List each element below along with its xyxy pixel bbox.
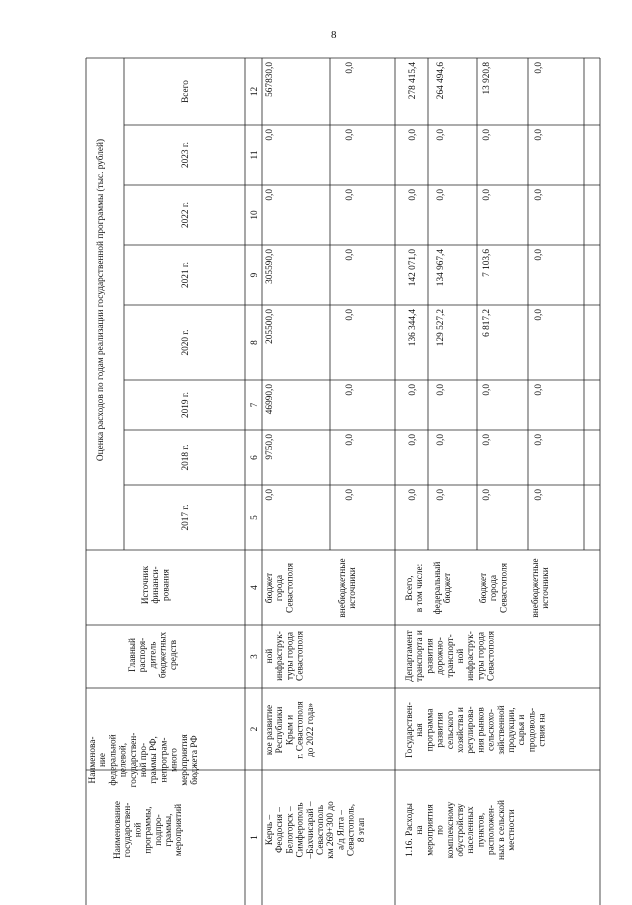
row1-extra-value: 0,0: [345, 189, 355, 201]
row2-value: 0,0: [408, 489, 418, 501]
header-col-admin: распоря-: [138, 637, 149, 673]
row2-source-0: Всего,: [405, 575, 415, 601]
row2-name: пунктов,: [476, 812, 487, 848]
row2-value: 0,0: [534, 384, 544, 396]
header-col-name: подпро-: [153, 814, 164, 846]
row1-name: км 269+300 до: [326, 801, 337, 859]
row2-value: 0,0: [534, 309, 544, 321]
header-col-source: финанси-: [151, 566, 162, 604]
row1-name: 8 этап: [356, 817, 367, 843]
row2-admin: инфраструк-: [466, 631, 477, 681]
row1-admin: инфраструк-: [275, 631, 286, 681]
header-col-admin: средств: [168, 639, 179, 671]
header-col-source: рования: [161, 569, 172, 601]
column-number: 7: [250, 402, 260, 408]
row1-program: Крым и: [285, 714, 296, 746]
header-col-name: Наименование: [113, 801, 123, 859]
row1-budget-value: 9750,0: [265, 434, 275, 460]
header-col-program: государствен-: [128, 732, 139, 788]
row2-program: зяйственной: [496, 705, 507, 755]
row1-admin: Севастополя: [295, 631, 306, 681]
column-number: 12: [250, 86, 260, 97]
year-heading: Всего: [181, 80, 191, 103]
header-col-admin: Главный: [128, 637, 138, 673]
row2-name: по: [435, 825, 446, 835]
row2-value: 136 344,4: [408, 309, 418, 347]
row2-value: 278 415,4: [408, 62, 418, 100]
row2-source-2: бюджет: [479, 572, 489, 604]
row1-program: до 2022 года»: [305, 702, 316, 758]
row2-value: 129 527,2: [436, 309, 446, 347]
row2-admin: Департамент: [405, 630, 415, 682]
row2-value: 0,0: [436, 384, 446, 396]
row2-program: хозяйства и: [456, 707, 466, 753]
row2-value: 264 494,6: [436, 62, 446, 100]
row2-value: 13 920,8: [482, 62, 492, 95]
row1-program: г. Севастополя: [295, 701, 306, 759]
row1-extra-value: 0,0: [345, 129, 355, 141]
row1-budget-value: 0,0: [265, 129, 275, 141]
row2-value: 0,0: [408, 384, 418, 396]
row2-program: продоволь-: [527, 707, 538, 753]
row2-value: 0,0: [534, 249, 544, 261]
row1-extra-value: 0,0: [345, 384, 355, 396]
row2-name: обустройству: [456, 803, 466, 857]
header-col-name: ной: [133, 822, 144, 838]
row2-value: 142 071,0: [408, 249, 418, 287]
row2-value: 0,0: [436, 189, 446, 201]
row1-name: а/д Ялта –: [336, 810, 347, 850]
row2-program: программа: [425, 708, 436, 752]
table-text: [88, 62, 551, 860]
column-number: 8: [250, 340, 260, 345]
row2-admin: транспорта и: [415, 630, 426, 682]
header-col-source: Источник: [141, 565, 151, 605]
row1-extra-value: 0,0: [345, 309, 355, 321]
header-col-program: мероприятия: [179, 734, 190, 786]
row2-name: 1.16. Расходы: [405, 803, 415, 857]
row2-name: комплексному: [445, 801, 456, 859]
row1-source-budget: города: [275, 574, 286, 602]
row2-program: развития: [435, 712, 446, 748]
header-col-program: Наименова-: [88, 736, 98, 784]
header-col-admin: дитель: [148, 641, 159, 669]
year-heading: 2018 г.: [181, 444, 191, 471]
header-col-program: ние: [98, 752, 109, 768]
row1-budget-value: 567830,0: [265, 62, 275, 97]
header-col-name: мероприятий: [174, 803, 185, 857]
column-number: 6: [250, 455, 260, 460]
year-heading: 2020 г.: [181, 329, 191, 356]
row1-source-extra: внебюджетные: [338, 558, 348, 618]
row2-value: 0,0: [408, 129, 418, 141]
header-col-name: государствен-: [123, 802, 134, 858]
column-number: 1: [250, 835, 260, 840]
row2-value: 0,0: [408, 434, 418, 446]
row2-program: ния рынков: [476, 707, 487, 753]
row2-value: 134 967,4: [436, 249, 446, 287]
header-col-program: федеральной: [108, 734, 119, 786]
header-col-program: граммы РФ,: [149, 736, 160, 784]
row1-extra-value: 0,0: [345, 249, 355, 261]
row1-source-extra: источники: [348, 567, 359, 609]
row2-source-3: внебюджетные: [531, 558, 541, 618]
header-col-admin: бюджетных: [158, 631, 169, 679]
row1-extra-value: 0,0: [345, 62, 355, 74]
row2-name: мероприятия: [425, 804, 436, 856]
row1-budget-value: 205500,0: [265, 309, 275, 344]
row2-value: 0,0: [436, 434, 446, 446]
row2-source-0: в том числе:: [415, 563, 426, 613]
row1-admin: ной: [265, 648, 275, 664]
row1-program: кое развитие: [265, 704, 275, 756]
row2-program: Государствен-: [405, 702, 415, 758]
row2-source-2: города: [489, 574, 500, 602]
row2-value: 7 103,6: [482, 249, 492, 277]
row2-program: сырья и: [517, 714, 528, 746]
year-heading: 2021 г.: [181, 261, 191, 289]
header-col-program: бюджета РФ: [190, 735, 200, 785]
row2-admin: туры города: [476, 632, 487, 680]
row1-name: Керчь –: [265, 814, 275, 846]
header-col-program: ной про-: [139, 742, 149, 778]
row2-value: 0,0: [534, 489, 544, 501]
row2-value: 0,0: [534, 129, 544, 141]
header-col-name: программы,: [143, 806, 154, 854]
row2-name: населенных: [466, 806, 477, 854]
year-heading: 2022 г.: [181, 201, 191, 229]
header-col-name: граммы,: [164, 813, 174, 847]
row2-name: на: [415, 825, 426, 835]
row1-name: Белогорск –: [285, 806, 296, 854]
column-number: 10: [250, 210, 260, 220]
row1-source-budget: бюджет: [265, 572, 275, 604]
row1-source-budget: Севастополя: [285, 563, 296, 613]
row2-value: 0,0: [534, 62, 544, 74]
row1-extra-value: 0,0: [345, 434, 355, 446]
row1-name: Симферополь: [295, 802, 306, 858]
row1-budget-value: 46990,0: [265, 384, 275, 415]
row2-admin: дорожно-: [435, 637, 446, 675]
group-heading: Оценка расходов по годам реализации государственной программы (тыс. рублей): [96, 138, 106, 462]
row2-value: 0,0: [482, 384, 492, 396]
row1-budget-value: 0,0: [265, 489, 275, 501]
row2-admin: Севастополя: [486, 631, 497, 681]
row2-value: 6 817,2: [482, 309, 492, 337]
row2-value: 0,0: [534, 189, 544, 201]
row1-name: –Бахчисарай –: [305, 801, 316, 859]
row2-source-1: бюджет: [443, 572, 454, 604]
row1-program: Республики: [275, 706, 286, 754]
row2-program: ствия на: [537, 713, 548, 747]
column-number: 11: [250, 150, 260, 160]
row2-name: местности: [507, 809, 517, 851]
row2-name: ных в сельской: [496, 800, 507, 860]
column-number: 5: [250, 515, 260, 520]
row2-program: продукции,: [507, 707, 517, 753]
row2-source-2: Севастополя: [499, 563, 510, 613]
row2-value: 0,0: [482, 129, 492, 141]
column-number: 9: [250, 272, 260, 278]
header-col-program: много: [169, 748, 180, 772]
header-col-program: непрограм-: [159, 737, 170, 783]
row2-value: 0,0: [534, 434, 544, 446]
row1-name: Севастополь,: [346, 803, 357, 857]
year-heading: 2017 г.: [181, 504, 191, 531]
row2-admin: ной: [456, 648, 466, 664]
year-heading: 2019 г.: [181, 391, 191, 419]
row2-value: 0,0: [436, 129, 446, 141]
row2-program: сельского: [445, 710, 456, 750]
column-number: 2: [250, 726, 260, 732]
row1-admin: туры города: [285, 632, 296, 680]
row2-name: расположен-: [486, 805, 497, 855]
row2-value: 0,0: [482, 189, 492, 201]
row2-value: 0,0: [482, 489, 492, 501]
row1-budget-value: 0,0: [265, 189, 275, 201]
row2-program: регулирова-: [466, 706, 477, 754]
row2-admin: развития: [425, 638, 436, 674]
page-number: 8: [331, 29, 337, 41]
column-number: 4: [250, 585, 260, 590]
row1-name: Феодосия –: [275, 807, 286, 853]
column-number: 3: [250, 654, 260, 659]
year-heading: 2023 г.: [181, 141, 191, 169]
row2-value: 0,0: [408, 189, 418, 201]
row2-source-3: источники: [541, 567, 552, 609]
row2-program: ная: [415, 723, 426, 737]
row2-admin: транспорт-: [445, 634, 456, 678]
row1-name: Севастополь: [316, 805, 326, 855]
header-col-program: целевой,: [118, 742, 129, 778]
row1-extra-value: 0,0: [345, 489, 355, 501]
row2-value: 0,0: [436, 489, 446, 501]
row2-value: 0,0: [482, 434, 492, 446]
row2-program: сельскохо-: [486, 709, 497, 751]
row2-source-1: федеральный: [433, 561, 443, 615]
row1-budget-value: 305590,0: [265, 249, 275, 284]
